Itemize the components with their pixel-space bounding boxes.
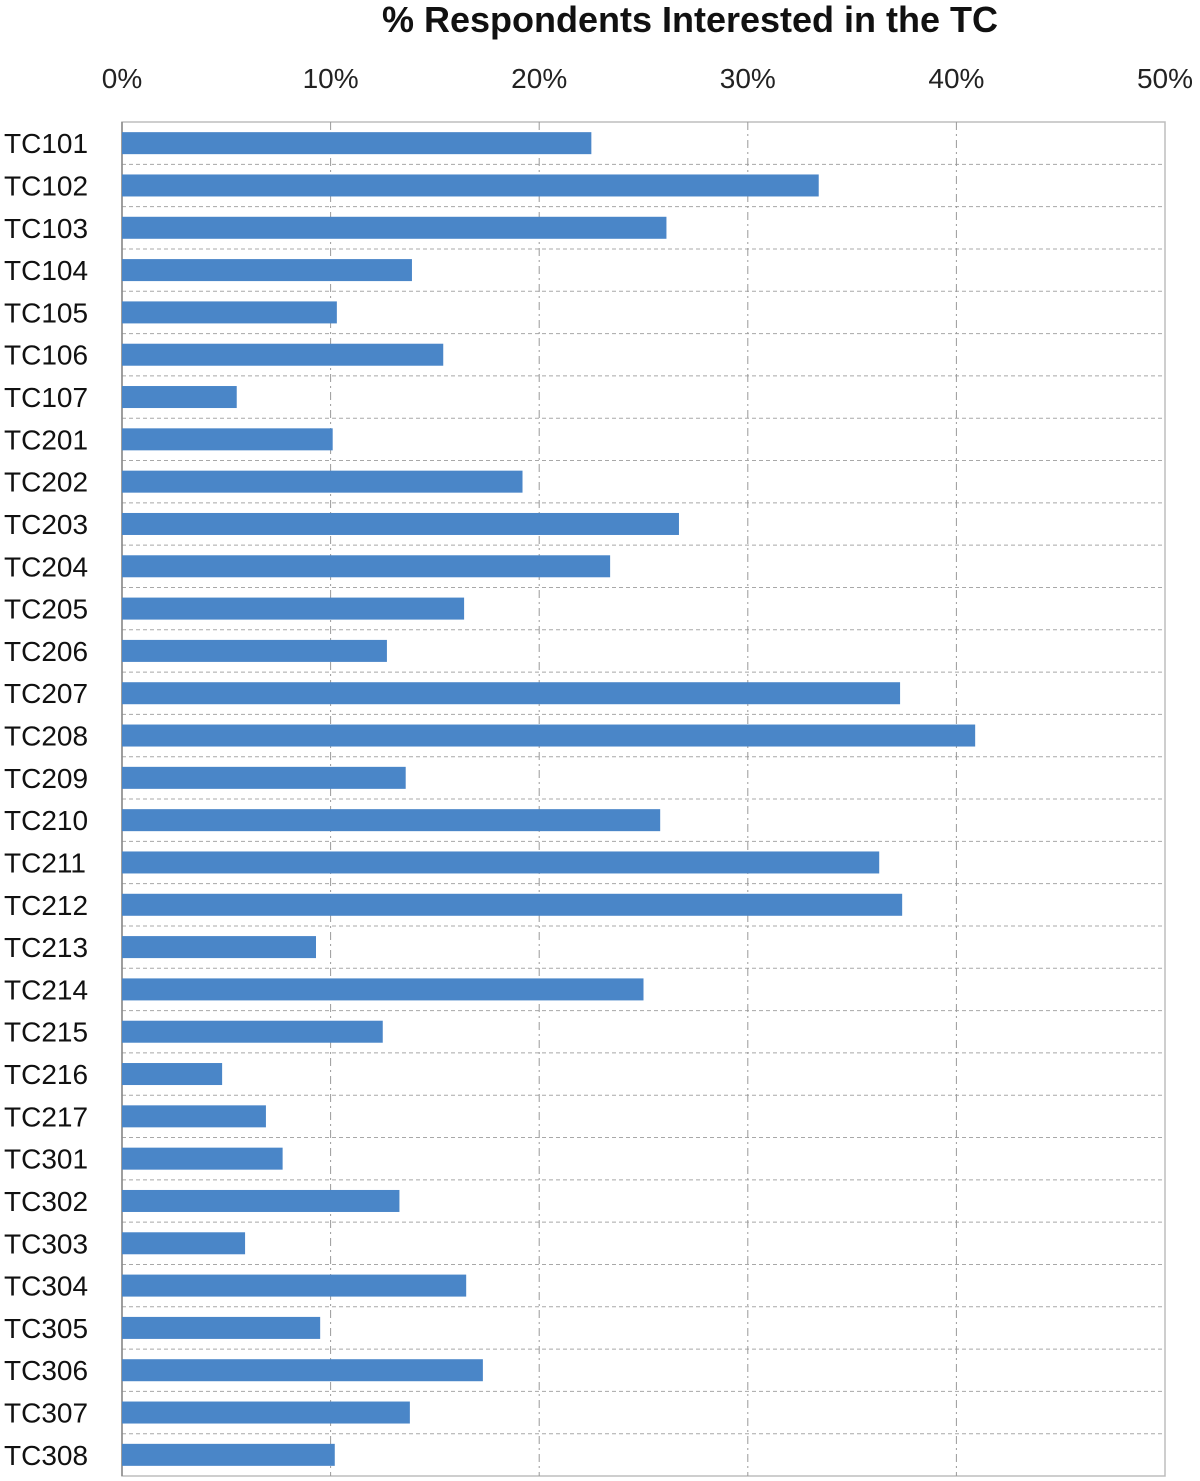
bar-tc301 xyxy=(122,1148,283,1170)
bar-tc203 xyxy=(122,513,679,535)
bar-tc209 xyxy=(122,767,406,789)
grid-layer xyxy=(122,122,1165,1476)
x-tick-label: 50% xyxy=(1136,63,1194,94)
x-tick-label: 30% xyxy=(719,63,776,94)
bar-tc213 xyxy=(122,936,316,958)
category-label: TC305 xyxy=(4,1312,89,1344)
bar-tc303 xyxy=(122,1232,245,1254)
category-label: TC104 xyxy=(4,255,89,287)
bar-tc205 xyxy=(122,598,464,620)
category-label: TC201 xyxy=(4,424,89,456)
category-label: TC211 xyxy=(4,847,86,879)
chart-title: % Respondents Interested in the TC xyxy=(381,0,999,40)
category-label: TC103 xyxy=(4,212,89,244)
bar-tc211 xyxy=(122,851,879,873)
bar-tc214 xyxy=(122,978,644,1000)
category-label: TC204 xyxy=(4,551,89,583)
bar-tc215 xyxy=(122,1021,383,1043)
category-labels xyxy=(4,128,88,1471)
category-label: TC306 xyxy=(4,1355,89,1387)
x-tick-label: 10% xyxy=(302,63,359,94)
category-label: TC217 xyxy=(4,1101,89,1133)
category-label: TC216 xyxy=(4,1059,89,1091)
bar-tc216 xyxy=(122,1063,222,1085)
category-label: TC307 xyxy=(4,1397,89,1429)
bar-tc104 xyxy=(122,259,412,281)
bar-tc208 xyxy=(122,725,975,747)
category-label: TC215 xyxy=(4,1016,89,1048)
category-label: TC206 xyxy=(4,635,89,667)
bar-tc207 xyxy=(122,682,900,704)
bar-tc308 xyxy=(122,1444,335,1466)
category-label: TC214 xyxy=(4,974,89,1006)
category-label: TC303 xyxy=(4,1228,89,1260)
category-label: TC308 xyxy=(4,1439,89,1471)
bar-tc102 xyxy=(122,174,819,196)
x-tick-label: 40% xyxy=(928,63,985,94)
category-label: TC213 xyxy=(4,932,89,964)
bar-tc210 xyxy=(122,809,660,831)
category-label: TC106 xyxy=(4,339,89,371)
category-label: TC105 xyxy=(4,297,89,329)
bar-tc307 xyxy=(122,1402,410,1424)
bar-tc204 xyxy=(122,555,610,577)
category-label: TC203 xyxy=(4,508,89,540)
bar-tc103 xyxy=(122,217,666,239)
bar-tc106 xyxy=(122,344,443,366)
category-label: TC210 xyxy=(4,805,89,837)
bar-tc206 xyxy=(122,640,387,662)
x-tick-label: 0% xyxy=(101,63,143,94)
category-label: TC207 xyxy=(4,678,89,710)
category-label: TC301 xyxy=(4,1143,89,1175)
category-label: TC304 xyxy=(4,1270,89,1302)
x-tick-label: 20% xyxy=(511,63,568,94)
category-label: TC212 xyxy=(4,889,89,921)
category-label: TC102 xyxy=(4,170,89,202)
bar-tc101 xyxy=(122,132,591,154)
category-label: TC209 xyxy=(4,762,89,794)
bar-tc304 xyxy=(122,1275,466,1297)
bar-tc107 xyxy=(122,386,237,408)
x-tick-labels xyxy=(102,63,1193,94)
category-label: TC101 xyxy=(4,128,89,160)
bar-tc202 xyxy=(122,471,523,493)
category-label: TC202 xyxy=(4,466,89,498)
bar-tc105 xyxy=(122,301,337,323)
bar-tc305 xyxy=(122,1317,320,1339)
category-label: TC302 xyxy=(4,1185,89,1217)
bar-tc217 xyxy=(122,1105,266,1127)
category-label: TC107 xyxy=(4,382,89,414)
bar-tc212 xyxy=(122,894,902,916)
bar-tc306 xyxy=(122,1359,483,1381)
bar-tc201 xyxy=(122,428,333,450)
category-label: TC205 xyxy=(4,593,89,625)
bar-tc302 xyxy=(122,1190,399,1212)
category-label: TC208 xyxy=(4,720,89,752)
